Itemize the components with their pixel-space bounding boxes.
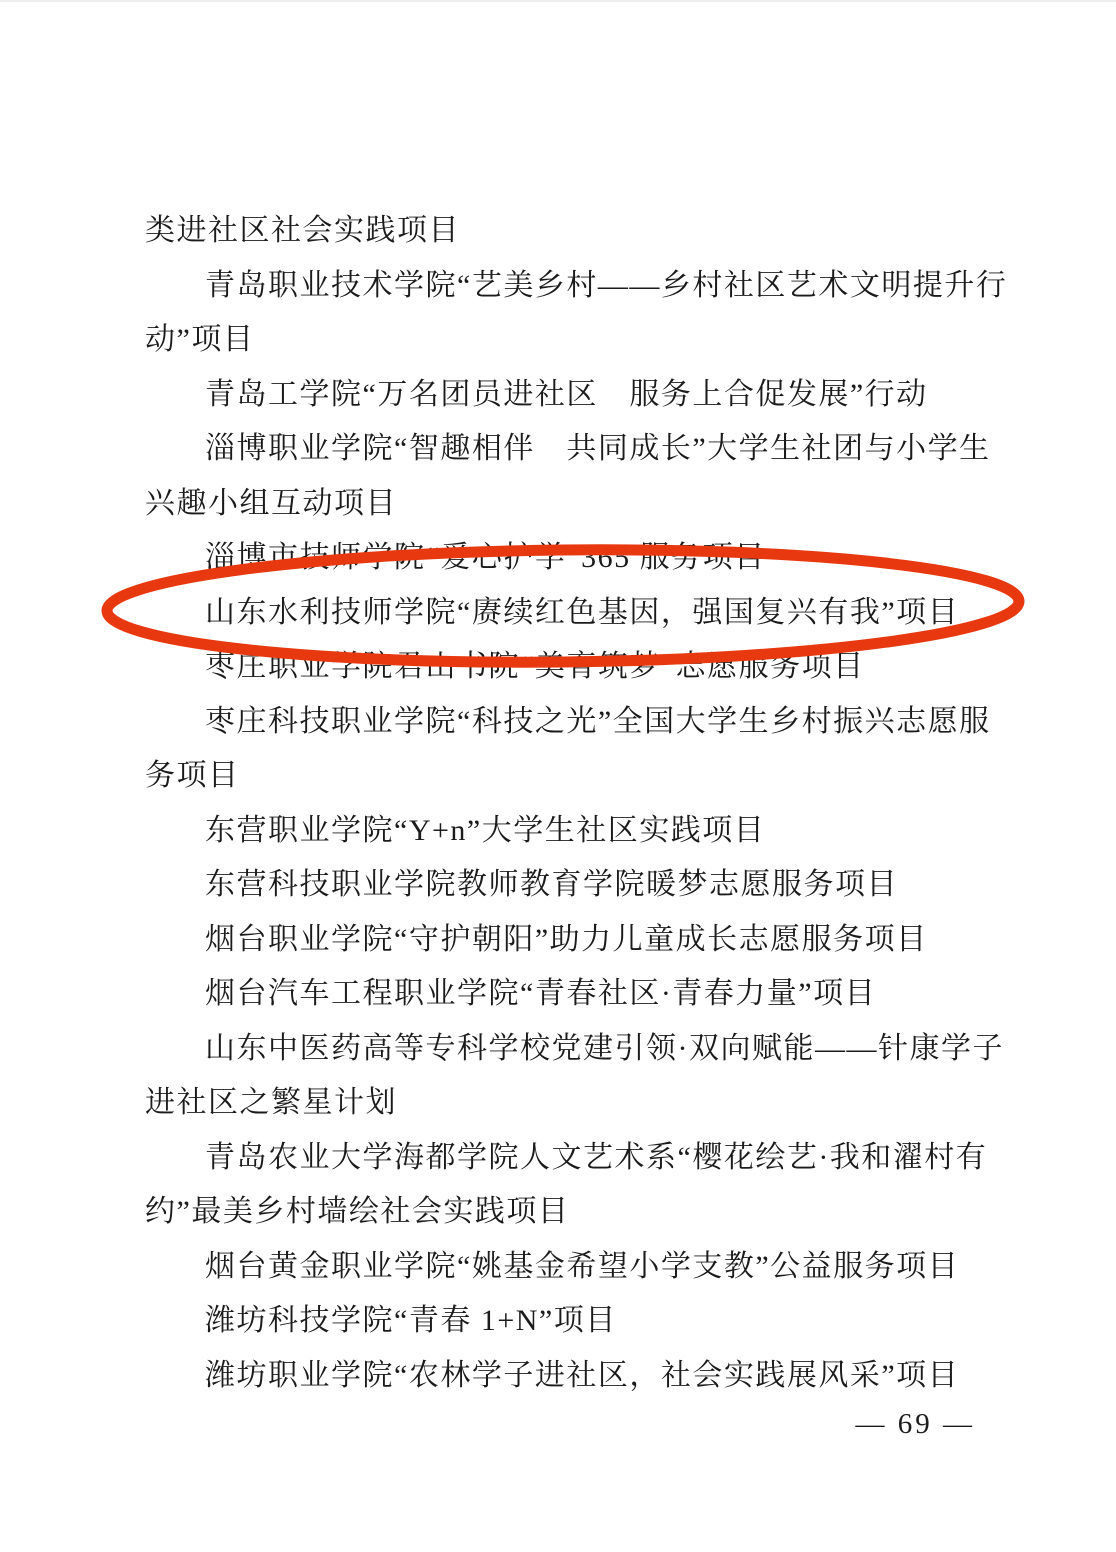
text-line: 动”项目 (145, 323, 255, 356)
text-line: 枣庄科技职业学院“科技之光”全国大学生乡村振兴志愿服 (205, 704, 991, 738)
text-line: 烟台黄金职业学院“姚基金希望小学支教”公益服务项目 (205, 1249, 960, 1283)
text-line: 务项目 (145, 759, 240, 792)
text-line: 烟台汽车工程职业学院“青春社区·青春力量”项目 (205, 977, 877, 1010)
text-line: 枣庄职业学院君山书院“美育筑梦”志愿服务项目 (205, 650, 865, 683)
text-line: 进社区之繁星计划 (145, 1086, 397, 1119)
text-line: 淄博市技师学院“爱心护学”365 服务项目 (205, 541, 766, 574)
text-block (145, 204, 1008, 1403)
text-line: 青岛职业技术学院“艺美乡村——乡村社区艺术文明提升行 (205, 268, 1008, 302)
text-line: 东营科技职业学院教师教育学院暖梦志愿服务项目 (205, 868, 898, 901)
text-line: 东营职业学院“Y+n”大学生社区实践项目 (205, 813, 766, 847)
text-line: 青岛农业大学海都学院人文艺术系“樱花绘艺·我和濯村有 (205, 1140, 988, 1174)
text-line: 潍坊职业学院“农林学子进社区，社会实践展风采”项目 (205, 1358, 960, 1392)
text-line: 烟台职业学院“守护朝阳”助力儿童成长志愿服务项目 (205, 922, 928, 956)
text-line: 约”最美乡村墙绘社会实践项目 (145, 1195, 570, 1228)
text-line: 淄博职业学院“智趣相伴 共同成长”大学生社团与小学生 (205, 432, 991, 465)
text-line: 兴趣小组互动项目 (145, 486, 397, 520)
text-line: 类进社区社会实践项目 (145, 214, 460, 247)
text-line: 山东中医药高等专科学校党建引领·双向赋能——针康学子 (205, 1031, 1004, 1065)
text-line: 潍坊科技学院“青春 1+N”项目 (205, 1304, 617, 1337)
text-line-circled: 山东水利技师学院“赓续红色基因，强国复兴有我”项目 (205, 595, 960, 629)
text-line: 青岛工学院“万名团员进社区 服务上合促发展”行动 (205, 377, 928, 411)
page-number: — 69 — (855, 1408, 975, 1440)
